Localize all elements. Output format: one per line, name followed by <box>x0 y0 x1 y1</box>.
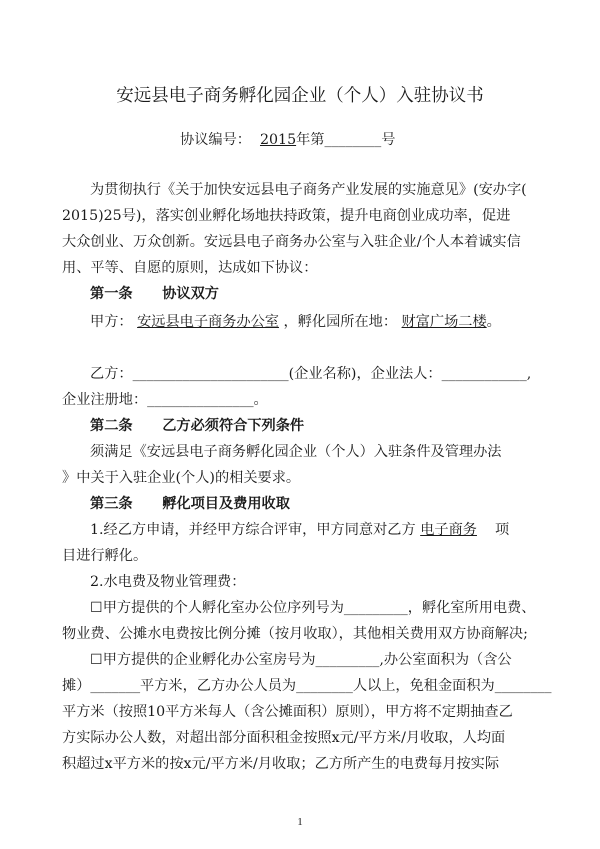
intro-line-2: 2015)25号)，落实创业孵化场地扶持政策，提升电商创业成功率，促进 <box>62 208 511 224</box>
article-1-number: 第一条 <box>90 286 133 302</box>
item-1-project: 电子商务 <box>420 522 477 538</box>
agreement-number-label: 协议编号： <box>180 132 251 148</box>
fee-line-2: 物业费、公摊水电费按比例分摊（按月收取），其他相关费用双方协商解决; <box>62 626 528 642</box>
intro-line-4: 用、平等、自愿的原则，达成如下协议： <box>62 260 318 276</box>
fee-line-7: 积超过x平方米的按x元/平方米/月收取；乙方所产生的电费每月按实际 <box>62 756 500 772</box>
intro-line-1: 为贯彻执行《关于加快安远县电子商务产业发展的实施意见》(安办字( <box>90 182 527 198</box>
fee-line-6: 方实际办公人数，对超出部分面积租金按照x元/平方米/月收取，人均面 <box>62 730 506 746</box>
article-2-title: 乙方必须符合下列条件 <box>162 418 305 434</box>
fee-line-4: 摊）_______平方米，乙方办公人员为________人以上，免租金面积为________ <box>62 678 552 694</box>
article-2-heading <box>90 417 304 435</box>
article-2-number: 第二条 <box>90 418 133 434</box>
agreement-blank: ________ <box>324 132 382 148</box>
agreement-suffix: 号 <box>381 132 396 148</box>
fee-line-3: ☐甲方提供的企业孵化办公室房号为_________,办公室面积为（含公 <box>90 652 512 668</box>
agreement-number <box>180 131 395 149</box>
item-1-suffix: 项 <box>495 522 510 538</box>
location-period: 。 <box>486 314 501 330</box>
item-1-line <box>90 521 509 539</box>
document-title: 安远县电子商务孵化园企业（个人）入驻协议书 <box>116 86 484 106</box>
party-a-label: 甲方： <box>90 314 133 330</box>
fee-line-5: 平方米（按照10平方米每人（含公摊面积）原则），甲方将不定期抽查乙 <box>62 704 513 720</box>
party-a-line <box>90 313 501 331</box>
item-2-heading: 2.水电费及物业管理费： <box>90 574 246 590</box>
agreement-mid: 年第 <box>296 132 325 148</box>
party-a-name: 安远县电子商务办公室 <box>137 314 279 330</box>
location-value: 财富广场二楼 <box>401 314 487 330</box>
registration-line: 企业注册地：_______________。 <box>62 392 268 408</box>
item-1-prefix: 1.经乙方申请，并经甲方综合评审，甲方同意对乙方 <box>90 522 416 538</box>
intro-line-3: 大众创业、万众创新。安远县电子商务办公室与入驻企业/个人本着诚实信 <box>62 234 521 250</box>
party-b-line: 乙方：______________________(企业名称)，企业法人：____________, <box>90 366 532 382</box>
agreement-year: 2015 <box>259 132 297 148</box>
article-3-number: 第三条 <box>90 496 133 512</box>
article-1-heading <box>90 285 219 303</box>
item-1-line-2: 目进行孵化。 <box>62 548 148 564</box>
page-number: 1 <box>297 816 303 828</box>
article-3-title: 孵化项目及费用收取 <box>162 496 290 512</box>
article-1-title: 协议双方 <box>162 286 219 302</box>
article-2-line-1: 须满足《安远县电子商务孵化园企业（个人）入驻条件及管理办法 <box>90 444 502 460</box>
fee-line-1: ☐甲方提供的个人孵化室办公位序列号为_________，孵化室所用电费、 <box>90 600 536 616</box>
article-2-line-2: 》中关于入驻企业(个人)的相关要求。 <box>62 470 301 486</box>
article-3-heading <box>90 495 290 513</box>
location-label: ，孵化园所在地： <box>283 314 398 330</box>
